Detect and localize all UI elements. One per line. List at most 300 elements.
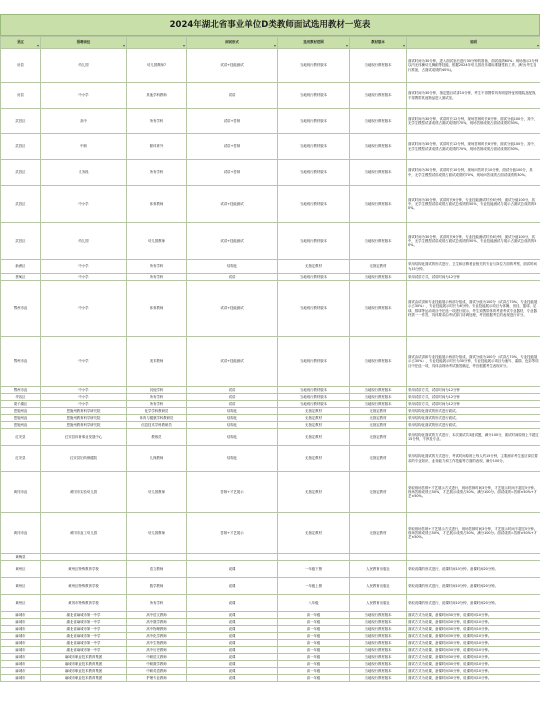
header-county[interactable] [1,37,41,49]
cell-form[interactable] [187,640,278,647]
header-label: 选用教材范围 [303,40,324,45]
cell-range[interactable] [278,394,350,401]
cell-form[interactable] [187,223,278,260]
cell-unit[interactable] [41,654,127,661]
cell-position[interactable] [127,661,187,668]
cell-text: 无指定教材 [305,408,322,413]
cell-range[interactable] [278,134,350,160]
cell-county[interactable] [1,394,41,401]
cell-range[interactable] [278,640,350,647]
cell-county[interactable] [1,281,41,337]
cell-note[interactable] [407,640,540,647]
cell-range[interactable] [278,429,350,446]
cell-text: 试讲+答辩 [223,144,241,149]
cell-county[interactable] [1,109,41,134]
cell-note[interactable] [407,595,540,612]
cell-county[interactable] [1,654,41,661]
cell-version[interactable] [350,619,407,626]
cell-unit[interactable] [41,668,127,675]
cell-text: 中小学 [78,201,89,206]
cell-text: 面试方式为说课，备课时间30分钟，说课时间10分钟。 [408,633,492,638]
cell-unit[interactable] [41,337,127,387]
cell-position[interactable] [127,554,187,561]
cell-note[interactable] [407,446,540,472]
cell-note[interactable] [407,612,540,619]
cell-position[interactable] [127,429,187,446]
cell-unit[interactable] [41,626,127,633]
cell-version[interactable] [350,260,407,274]
cell-note[interactable] [407,415,540,422]
cell-form[interactable] [187,626,278,633]
cell-unit[interactable] [41,387,127,394]
cell-range[interactable] [278,472,350,513]
cell-text: 华容区 [15,394,26,399]
cell-unit[interactable] [41,83,127,109]
header-interview-form[interactable] [187,37,278,49]
cell-note[interactable] [407,387,540,394]
cell-form[interactable] [187,595,278,612]
cell-version[interactable] [350,394,407,401]
cell-form[interactable] [187,401,278,408]
cell-range[interactable] [278,675,350,682]
cell-form[interactable] [187,654,278,661]
cell-note[interactable] [407,223,540,260]
cell-range[interactable] [278,661,350,668]
cell-county[interactable] [1,612,41,619]
filter-dropdown-icon[interactable] [274,45,276,47]
cell-unit[interactable] [41,675,127,682]
cell-position[interactable] [127,626,187,633]
cell-unit[interactable] [41,223,127,260]
cell-unit[interactable] [41,633,127,640]
cell-unit[interactable] [41,422,127,429]
cell-county[interactable] [1,83,41,109]
cell-range[interactable] [278,387,350,394]
cell-note[interactable] [407,675,540,682]
cell-unit[interactable] [41,281,127,337]
cell-version[interactable] [350,513,407,554]
cell-form[interactable] [187,337,278,387]
cell-form[interactable] [187,186,278,223]
cell-position[interactable] [127,83,187,109]
cell-version[interactable] [350,408,407,415]
cell-note[interactable] [407,654,540,661]
cell-text: 当地现行教材版本 [364,668,392,673]
cell-note[interactable] [407,49,540,83]
cell-version[interactable] [350,661,407,668]
cell-note[interactable] [407,561,540,578]
cell-range[interactable] [278,647,350,654]
table-row [1,554,540,561]
cell-version[interactable] [350,134,407,160]
cell-note[interactable] [407,109,540,134]
cell-position[interactable] [127,160,187,186]
cell-unit[interactable] [41,446,127,472]
cell-county[interactable] [1,408,41,415]
cell-note[interactable] [407,578,540,595]
cell-form[interactable] [187,472,278,513]
cell-county[interactable] [1,513,41,554]
cell-form[interactable] [187,446,278,472]
cell-note[interactable] [407,186,540,223]
cell-position[interactable] [127,668,187,675]
cell-position[interactable] [127,640,187,647]
cell-text: 当地现行教材版本 [364,647,392,652]
cell-text: 幼儿园教师 [148,530,165,535]
cell-position[interactable] [127,654,187,661]
cell-note[interactable] [407,619,540,626]
cell-form[interactable] [187,260,278,274]
cell-position[interactable] [127,446,187,472]
cell-note[interactable] [407,408,540,415]
cell-form[interactable] [187,561,278,578]
cell-range[interactable] [278,612,350,619]
cell-text: 无指定教材 [305,456,322,461]
cell-range[interactable] [278,554,350,561]
cell-form[interactable] [187,612,278,619]
cell-range[interactable] [278,260,350,274]
cell-range[interactable] [278,274,350,281]
cell-note[interactable] [407,83,540,109]
cell-note[interactable] [407,160,540,186]
cell-note[interactable] [407,134,540,160]
cell-unit[interactable] [41,429,127,446]
cell-text: 幼儿园教师 [148,489,165,494]
cell-text: 所有学科 [149,600,164,605]
cell-range[interactable] [278,223,350,260]
cell-form[interactable] [187,661,278,668]
cell-form[interactable] [187,422,278,429]
header-material-version[interactable] [350,37,407,49]
cell-range[interactable] [278,109,350,134]
cell-unit[interactable] [41,408,127,415]
header-notes[interactable] [407,37,540,49]
cell-unit[interactable] [41,647,127,654]
cell-county[interactable] [1,446,41,472]
cell-position[interactable] [127,49,187,83]
header-label: 县区 [17,40,24,45]
cell-range[interactable] [278,415,350,422]
cell-unit[interactable] [41,578,127,595]
cell-position[interactable] [127,647,187,654]
cell-form[interactable] [187,633,278,640]
cell-position[interactable] [127,415,187,422]
cell-form[interactable] [187,387,278,394]
cell-version[interactable] [350,401,407,408]
cell-range[interactable] [278,160,350,186]
cell-position[interactable] [127,472,187,513]
cell-note[interactable] [407,668,540,675]
cell-unit[interactable] [41,394,127,401]
cell-county[interactable] [1,595,41,612]
cell-position[interactable] [127,394,187,401]
cell-form[interactable] [187,415,278,422]
cell-position[interactable] [127,281,187,337]
cell-text: 当地现行教材版本 [299,359,328,364]
cell-form[interactable] [187,49,278,83]
cell-text: 一年级上册 [305,583,322,588]
cell-text: 说课 [228,640,236,645]
cell-position[interactable] [127,612,187,619]
cell-range[interactable] [278,633,350,640]
cell-version[interactable] [350,654,407,661]
header-material-range[interactable] [278,37,350,49]
cell-position[interactable] [127,513,187,554]
cell-version[interactable] [350,640,407,647]
filter-dropdown-icon[interactable] [183,45,185,47]
filter-dropdown-icon[interactable] [537,45,539,47]
cell-version[interactable] [350,186,407,223]
filter-dropdown-icon[interactable] [123,45,125,47]
cell-text: 结构化 [226,434,238,439]
cell-county[interactable] [1,160,41,186]
cell-version[interactable] [350,668,407,675]
cell-position[interactable] [127,274,187,281]
cell-version[interactable] [350,223,407,260]
cell-county[interactable] [1,554,41,561]
cell-range[interactable] [278,337,350,387]
cell-unit[interactable] [41,554,127,561]
cell-position[interactable] [127,595,187,612]
cell-note[interactable] [407,401,540,408]
cell-range[interactable] [278,668,350,675]
cell-note[interactable] [407,647,540,654]
cell-unit[interactable] [41,109,127,134]
cell-version[interactable] [350,633,407,640]
cell-note[interactable] [407,554,540,561]
cell-text: 当地现行教材版本 [364,640,392,645]
cell-version[interactable] [350,561,407,578]
cell-form[interactable] [187,675,278,682]
cell-text: 房县 [17,93,24,98]
cell-county[interactable] [1,675,41,682]
cell-unit[interactable] [41,260,127,274]
cell-position[interactable] [127,633,187,640]
cell-position[interactable] [127,223,187,260]
cell-position[interactable] [127,578,187,595]
cell-position[interactable] [127,337,187,387]
cell-text: 黄冈市直工幼儿园 [69,530,98,535]
cell-position[interactable] [127,387,187,394]
cell-version[interactable] [350,647,407,654]
cell-unit[interactable] [41,186,127,223]
cell-form[interactable] [187,160,278,186]
cell-text: 除体育外 [149,144,164,149]
cell-range[interactable] [278,49,350,83]
cell-note[interactable] [407,337,540,387]
cell-form[interactable] [187,83,278,109]
cell-unit[interactable] [41,401,127,408]
cell-position[interactable] [127,109,187,134]
cell-county[interactable] [1,260,41,274]
cell-unit[interactable] [41,513,127,554]
cell-county[interactable] [1,134,41,160]
cell-note[interactable] [407,472,540,513]
filter-dropdown-icon[interactable] [346,45,348,47]
cell-range[interactable] [278,186,350,223]
cell-unit[interactable] [41,472,127,513]
cell-form[interactable] [187,394,278,401]
cell-text: 高一年级 [306,633,321,638]
cell-position[interactable] [127,401,187,408]
cell-version[interactable] [350,109,407,134]
cell-text: 高一年级 [306,612,321,617]
cell-note[interactable] [407,429,540,446]
cell-note[interactable] [407,422,540,429]
cell-version[interactable] [350,446,407,472]
cell-note[interactable] [407,281,540,337]
cell-county[interactable] [1,472,41,513]
cell-county[interactable] [1,561,41,578]
cell-version[interactable] [350,422,407,429]
cell-county[interactable] [1,387,41,394]
cell-note[interactable] [407,274,540,281]
table-row [1,472,540,513]
cell-range[interactable] [278,446,350,472]
cell-form[interactable] [187,668,278,675]
cell-unit[interactable] [41,274,127,281]
cell-text: 恩施州直 [13,422,28,427]
cell-note[interactable] [407,633,540,640]
cell-county[interactable] [1,661,41,668]
cell-text: 当地现行教材版本 [364,675,392,680]
cell-form[interactable] [187,578,278,595]
cell-form[interactable] [187,554,278,561]
header-position[interactable] [127,37,187,49]
cell-position[interactable] [127,675,187,682]
cell-unit[interactable] [41,160,127,186]
cell-position[interactable] [127,408,187,415]
cell-form[interactable] [187,408,278,415]
cell-text: 当地现行教材版本 [364,612,392,617]
cell-form[interactable] [187,281,278,337]
cell-range[interactable] [278,619,350,626]
cell-range[interactable] [278,561,350,578]
cell-unit[interactable] [41,561,127,578]
filter-dropdown-icon[interactable] [403,45,405,47]
cell-county[interactable] [1,633,41,640]
cell-county[interactable] [1,668,41,675]
cell-position[interactable] [127,186,187,223]
cell-county[interactable] [1,640,41,647]
cell-unit[interactable] [41,661,127,668]
cell-note[interactable] [407,626,540,633]
cell-unit[interactable] [41,595,127,612]
cell-county[interactable] [1,49,41,83]
cell-version[interactable] [350,578,407,595]
cell-range[interactable] [278,408,350,415]
cell-unit[interactable] [41,415,127,422]
cell-county[interactable] [1,415,41,422]
cell-unit[interactable] [41,612,127,619]
cell-version[interactable] [350,626,407,633]
cell-text: 答辩+才艺展示 [220,489,244,494]
cell-version[interactable] [350,595,407,612]
cell-range[interactable] [278,654,350,661]
cell-unit[interactable] [41,49,127,83]
cell-position[interactable] [127,260,187,274]
cell-version[interactable] [350,415,407,422]
cell-text: 当地现行教材版本 [299,401,328,406]
cell-version[interactable] [350,160,407,186]
cell-text: 当地现行教材版本 [364,144,392,149]
cell-form[interactable] [187,109,278,134]
cell-text: 无指定教材 [305,434,322,439]
cell-county[interactable] [1,626,41,633]
cell-text: 高中 [80,118,87,123]
header-position-unit[interactable] [41,37,127,49]
cell-range[interactable] [278,83,350,109]
cell-form[interactable] [187,429,278,446]
cell-version[interactable] [350,281,407,337]
cell-position[interactable] [127,561,187,578]
cell-note[interactable] [407,513,540,554]
cell-form[interactable] [187,134,278,160]
cell-form[interactable] [187,647,278,654]
cell-range[interactable] [278,281,350,337]
cell-county[interactable] [1,274,41,281]
cell-version[interactable] [350,83,407,109]
cell-version[interactable] [350,612,407,619]
cell-county[interactable] [1,337,41,387]
cell-note[interactable] [407,260,540,274]
cell-text: 面试由试讲和专业技能展示两部分组成，面试分值为100分（试讲占70%，专业技能展示占30%），专业技能展示时长为8分钟。专业技能展示项目为体操、田径、篮球、足球、排球等运动项目中任选一项进行展示，考生须携带体育考查考试专业器材，专业器材需一一作答，具体要求由考试部门协调处理，考官根据考生的表现进行评分。 [408,300,538,317]
cell-version[interactable] [350,429,407,446]
cell-county[interactable] [1,578,41,595]
cell-range[interactable] [278,626,350,633]
cell-position[interactable] [127,134,187,160]
cell-county[interactable] [1,429,41,446]
cell-position[interactable] [127,619,187,626]
cell-version[interactable] [350,554,407,561]
cell-county[interactable] [1,401,41,408]
cell-unit[interactable] [41,134,127,160]
cell-form[interactable] [187,513,278,554]
cell-text: 当地现行教材版本 [364,238,392,243]
filter-dropdown-icon[interactable] [37,45,39,47]
cell-text: 化学学科教研员 [144,408,169,413]
cell-county[interactable] [1,647,41,654]
cell-version[interactable] [350,387,407,394]
cell-version[interactable] [350,274,407,281]
cell-county[interactable] [1,223,41,260]
cell-note[interactable] [407,394,540,401]
cell-range[interactable] [278,578,350,595]
cell-range[interactable] [278,422,350,429]
cell-text: 试讲+技能测试 [220,201,244,206]
cell-form[interactable] [187,619,278,626]
cell-form[interactable] [187,274,278,281]
cell-version[interactable] [350,472,407,513]
cell-note[interactable] [407,661,540,668]
cell-unit[interactable] [41,640,127,647]
cell-range[interactable] [278,595,350,612]
cell-text: 黄州区特殊教育学校 [68,583,99,588]
cell-range[interactable] [278,401,350,408]
cell-text: 所有学科 [149,401,164,406]
cell-county[interactable] [1,186,41,223]
cell-version[interactable] [350,675,407,682]
cell-position[interactable] [127,422,187,429]
cell-county[interactable] [1,422,41,429]
cell-version[interactable] [350,337,407,387]
cell-range[interactable] [278,513,350,554]
cell-version[interactable] [350,49,407,83]
cell-county[interactable] [1,619,41,626]
cell-unit[interactable] [41,619,127,626]
cell-text: 护理专业教师 [146,675,167,680]
cell-text: 无指定教材 [369,422,387,427]
